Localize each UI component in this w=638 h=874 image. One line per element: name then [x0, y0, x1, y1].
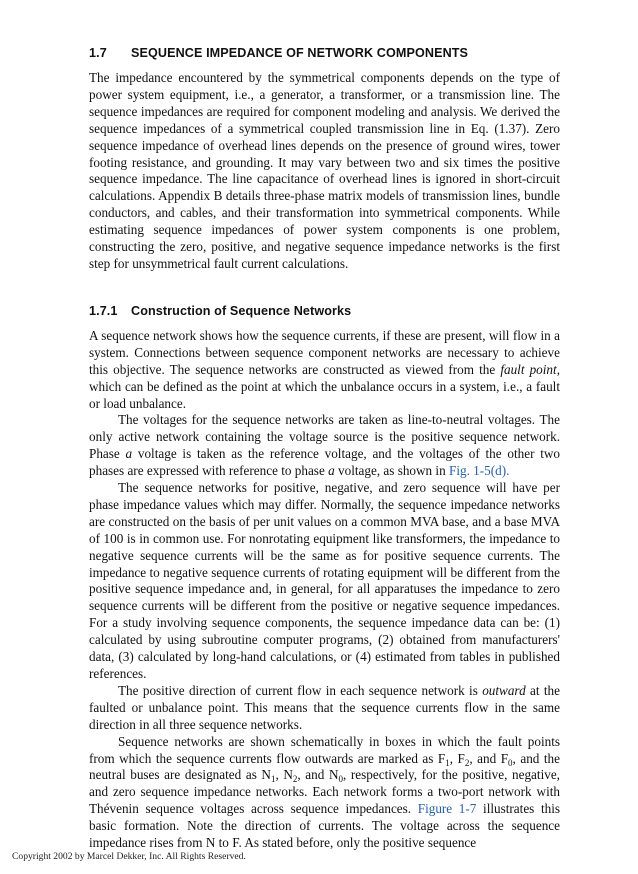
paragraph-1: [89, 328, 560, 413]
emphasis-fault-point: fault point: [500, 361, 557, 377]
text-run: , and the neutral buses are designated as N: [89, 750, 560, 783]
text-run: , and N: [297, 767, 339, 783]
emphasis-phase-a: a: [328, 463, 335, 479]
text-run: voltage is taken as the reference voltage, and the voltages of the other two phases are expressed with reference to phase: [89, 446, 560, 479]
subscript: 2: [464, 757, 470, 768]
text-run: , F: [449, 750, 465, 766]
subscript: 1: [445, 757, 450, 768]
page-content: [89, 46, 560, 852]
figure-1-5d-link[interactable]: Fig. 1-5(d).: [448, 463, 510, 479]
paragraph-5: [89, 734, 560, 852]
text-run: The voltages for the sequence networks are taken as line-to-neutral voltages. The only active network containing the voltage source is the positive sequence network. Phase: [89, 412, 560, 462]
subsection-number: 1.7.1: [89, 303, 118, 318]
text-run: A sequence network shows how the sequence currents, if these are present, will flow in a system. Connections between sequence component networks are necessary to achieve this objective. The sequence networks are constructed as viewed from the: [89, 327, 560, 377]
subscript: 0: [338, 774, 343, 785]
section-number: 1.7: [89, 46, 107, 60]
subscript: 1: [270, 774, 276, 785]
text-run: illustrates this basic formation. Note the direction of currents. The voltage across the sequence impedance rises from N to F. As stated before, only the positive sequence: [89, 801, 560, 851]
subsection-title: Construction of Sequence Networks: [131, 303, 352, 318]
subscript: 2: [292, 774, 298, 785]
text-run: at the faulted or unbalance point. This means that the sequence currents flow in the same direction in all three sequence networks.: [89, 682, 560, 732]
text-run: , and F: [469, 750, 509, 766]
section-heading: [89, 46, 560, 60]
copyright-footer: Copyright 2002 by Marcel Dekker, Inc. All Rights Reserved.: [12, 851, 246, 862]
text-run: , respectively, for the positive, negative, and zero sequence impedance networks. Each network forms a two-port network with Thévenin sequence voltages across sequence impedances.: [89, 767, 560, 817]
section-title: SEQUENCE IMPEDANCE OF NETWORK COMPONENTS: [131, 46, 469, 60]
text-run: The positive direction of current flow in each sequence network is: [118, 682, 483, 698]
text-run: , which can be defined as the point at which the unbalance occurs in a system, i.e., a fault or load unbalance.: [89, 361, 560, 411]
text-run: , N: [275, 767, 293, 783]
paragraph-3: The sequence networks for positive, negative, and zero sequence will have per phase impedance values which may differ. Normally, the sequence impedance networks are constructed on the basis of per unit values on a common MVA base, and a base MVA of 100 is in common use. For nonrotating equipment like transformers, the impedance to negative sequence currents will be the same as for positive sequence currents. The impedance to negative sequence currents of rotating equipment will be different from the positive sequence impedance and, in general, for all apparatuses the impedance to zero sequence currents will be different from the positive or negative sequence impedances. For a study involving sequence components, the sequence impedance data can be: (1) calculated by using subroutine computer programs, (2) obtained from manufacturers' data, (3) calculated by long-hand calculations, or (4) estimated from tables in published references.: [89, 480, 560, 681]
figure-1-7-link[interactable]: Figure 1-7: [417, 801, 477, 817]
emphasis-phase-a: a: [125, 446, 133, 462]
emphasis-outward: outward: [482, 682, 526, 698]
paragraph-4: [89, 683, 560, 734]
text-run: voltage, as shown in: [334, 463, 449, 479]
text-run: Sequence networks are shown schematically in boxes in which the fault points from which the sequence currents flow outwards are marked as F: [89, 733, 560, 766]
paragraph-2: [89, 412, 560, 480]
subsection-heading: [89, 304, 560, 318]
section-paragraph: The impedance encountered by the symmetrical components depends on the type of power system equipment, i.e., a generator, a transformer, or a transmission line. The sequence impedances are required for component modeling and analysis. We derived the sequence impedances of a symmetrical coupled transmission line in Eq. (1.37). Zero sequence impedance of overhead lines depends on the presence of ground wires, tower footing resistance, and grounding. It may vary between two and six times the positive sequence impedance. The line capacitance of overhead lines is ignored in short-circuit calculations. Appendix B details three-phase matrix models of transmission lines, bundle conductors, and cables, and their transformation into symmetrical components. While estimating sequence impedances of power system components is one problem, constructing the zero, positive, and negative sequence impedance networks is the first step for unsymmetrical fault current calculations.: [89, 70, 560, 271]
subscript: 0: [508, 757, 513, 768]
